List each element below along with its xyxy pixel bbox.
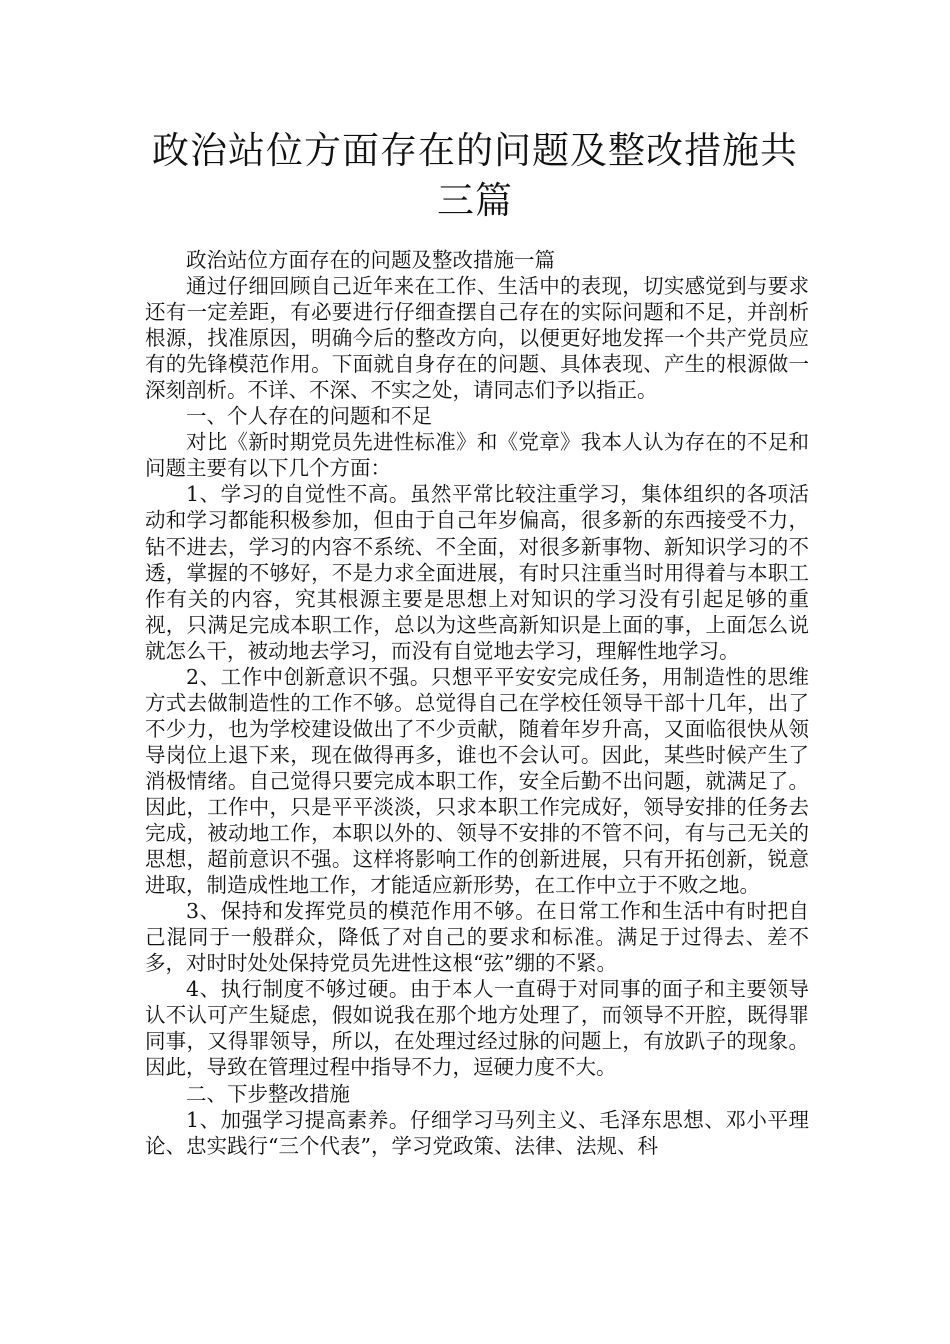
paragraph: 对比《新时期党员先进性标准》和《党章》我本人认为存在的不足和问题主要有以下几个方面： [145, 430, 809, 481]
paragraph: 3、保持和发挥党员的模范作用不够。在日常工作和生活中有时把自己混同于一般群众，降低了对自己的要求和标准。满足于过得去、差不多，对时时处处保持党员先进性这根“弦”绷的不紧。 [145, 899, 809, 976]
paragraph: 政治站位方面存在的问题及整改措施一篇 [186, 248, 555, 272]
section-heading: 二、下步整改措施 [186, 1081, 350, 1106]
paragraph: 1、学习的自觉性不高。虽然平常比较注重学习，集体组织的各项活动和学习都能积极参加，但由于自己年岁偏高，很多新的东西接受不力，钻不进去，学习的内容不系统、不全面，对很多新事物、新知识学习的不透，掌握的不够好，不是力求全面进展，有时只注重当时用得着与本职工作有关的内容，究其根源主要是思想上对知识的学习没有引起足够的重视，只满足完成本职工作，总以为这些高新知识是上面的事，上面怎么说就怎么干，被动地去学习，而没有自觉地去学习，理解性地学习。 [145, 482, 809, 663]
paragraph: 2、工作中创新意识不强。只想平平安安完成任务，用制造性的思维方式去做制造性的工作不够。总觉得自己在学校任领导干部十几年，出了不少力，也为学校建设做出了不少贡献，随着年岁升高，又面临很快从领导岗位上退下来，现在做得再多，谁也不会认可。因此，某些时候产生了消极情绪。自己觉得只要完成本职工作，安全后勤不出问题，就满足了。因此，工作中，只是平平淡淡，只求本职工作完成好，领导安排的任务去完成，被动地工作，本职以外的、领导不安排的不管不问，有与己无关的思想，超前意识不强。这样将影响工作的创新进展，只有开拓创新，锐意进取，制造成性地工作，才能适应新形势，在工作中立于不败之地。 [145, 664, 809, 898]
paragraph: 4、执行制度不够过硬。由于本人一直碍于对同事的面子和主要领导认不认可产生疑虑，假如说我在那个地方处理了，而领导不开腔，既得罪同事，又得罪领导，所以，在处理过经过脉的问题上，有放趴子的现象。因此，导致在管理过程中指导不力，逗硬力度不大。 [145, 977, 809, 1080]
document-body [145, 247, 809, 1159]
document-title: 政治站位方面存在的问题及整改措施共三篇 [152, 129, 798, 222]
paragraph: 1、加强学习提高素养。仔细学习马列主义、毛泽东思想、邓小平理论、忠实践行“三个代表”，学习党政策、法律、法规、科 [145, 1107, 809, 1158]
section-heading: 一、个人存在的问题和不足 [186, 404, 432, 429]
paragraph: 通过仔细回顾自己近年来在工作、生活中的表现，切实感觉到与要求还有一定差距，有必要进行仔细查摆自己存在的实际问题和不足，并剖析根源，找准原因，明确今后的整改方向，以便更好地发挥一个共产党员应有的先锋模范作用。下面就自身存在的问题、具体表现、产生的根源做一深刻剖析。不详、不深、不实之处，请同志们予以指正。 [145, 274, 809, 403]
